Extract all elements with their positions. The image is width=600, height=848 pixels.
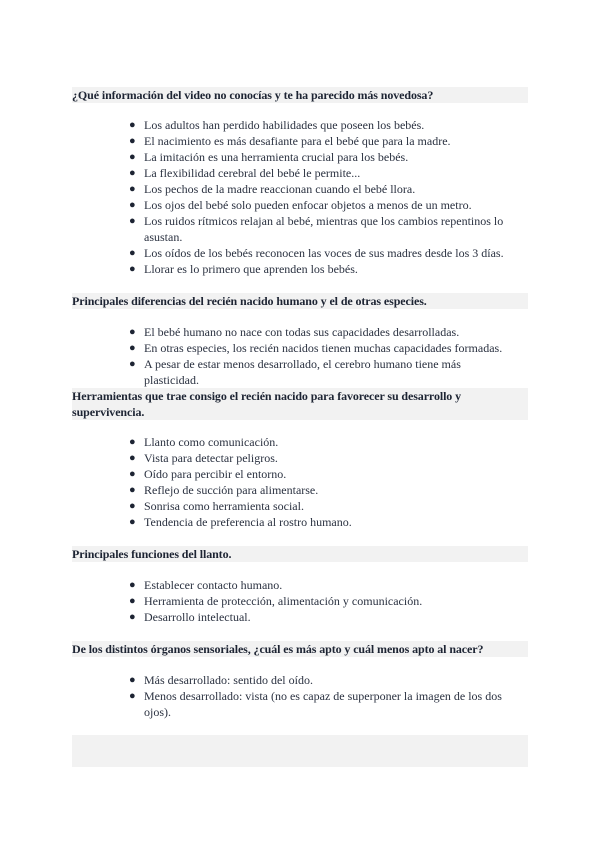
list-item: ● Establecer contacto humano. [129, 578, 283, 592]
bullet-icon: ● [129, 611, 136, 623]
bullet-icon: ● [129, 167, 136, 179]
list-item: ● Desarrollo intelectual. [129, 610, 251, 624]
list-item: ● Los pechos de la madre reaccionan cuando el bebé llora. [129, 182, 416, 196]
list-item: ● La imitación es una herramienta crucial para los bebés. [129, 150, 409, 164]
section-differences [72, 293, 528, 388]
answer-list [72, 324, 528, 388]
bullet-icon: ● [129, 436, 136, 448]
bullet-icon: ● [129, 358, 136, 370]
question-heading: Herramientas que trae consigo el recién nacido para favorecer su desarrollo y supervivencia. [72, 388, 528, 420]
list-item: ● Los ruidos rítmicos relajan al bebé, mientras que los cambios repentinos lo asustan. [129, 214, 504, 244]
list-item: ● Llorar es lo primero que aprenden los bebés. [129, 262, 358, 276]
question-heading: De los distintos órganos sensoriales, ¿cuál es más apto y cuál menos apto al nacer? [72, 641, 528, 657]
list-item: ● En otras especies, los recién nacidos tienen muchas capacidades formadas. [129, 341, 503, 355]
bullet-icon: ● [129, 500, 136, 512]
bullet-icon: ● [129, 215, 136, 227]
list-item: ● Los ojos del bebé solo pueden enfocar objetos a menos de un metro. [129, 198, 472, 212]
list-item: ● Menos desarrollado: vista (no es capaz de superponer la imagen de los dos ojos). [129, 689, 502, 719]
bullet-icon: ● [129, 674, 136, 686]
question-heading: ¿Qué información del video no conocías y te ha parecido más novedosa? [72, 87, 528, 103]
list-item: ● La flexibilidad cerebral del bebé le permite... [129, 166, 361, 180]
question-heading: Principales diferencias del recién nacido humano y el de otras especies. [72, 293, 528, 309]
list-item: ● Vista para detectar peligros. [129, 451, 278, 465]
answer-list [72, 672, 528, 720]
list-item: ● Sonrisa como herramienta social. [129, 499, 304, 513]
bullet-icon: ● [129, 151, 136, 163]
bullet-icon: ● [129, 579, 136, 591]
bullet-icon: ● [129, 263, 136, 275]
empty-text-block [72, 735, 528, 767]
bullet-icon: ● [129, 326, 136, 338]
bullet-icon: ● [129, 484, 136, 496]
bullet-icon: ● [129, 135, 136, 147]
answer-list [72, 434, 528, 530]
bullet-icon: ● [129, 452, 136, 464]
list-item: ● Los adultos han perdido habilidades que poseen los bebés. [129, 118, 425, 132]
section-newborn-tools [72, 388, 528, 530]
bullet-icon: ● [129, 690, 136, 702]
bullet-icon: ● [129, 595, 136, 607]
question-heading: Principales funciones del llanto. [72, 546, 528, 562]
list-item: ● Reflejo de succión para alimentarse. [129, 483, 319, 497]
list-item: ● Los oídos de los bebés reconocen las voces de sus madres desde los 3 días. [129, 246, 504, 260]
answer-list [72, 117, 528, 277]
bullet-icon: ● [129, 342, 136, 354]
section-what-was-new [72, 87, 528, 277]
list-item: ● El bebé humano no nace con todas sus capacidades desarrolladas. [129, 325, 460, 339]
list-item: ● Tendencia de preferencia al rostro humano. [129, 515, 352, 529]
list-item: ● Oído para percibir el entorno. [129, 467, 287, 481]
bullet-icon: ● [129, 516, 136, 528]
answer-list [72, 577, 528, 625]
list-item: ● Más desarrollado: sentido del oído. [129, 673, 313, 687]
section-crying-functions [72, 546, 528, 625]
bullet-icon: ● [129, 468, 136, 480]
list-item: ● A pesar de estar menos desarrollado, el cerebro humano tiene más plasticidad. [129, 357, 461, 387]
bullet-icon: ● [129, 199, 136, 211]
list-item: ● El nacimiento es más desafiante para el bebé que para la madre. [129, 134, 451, 148]
list-item: ● Herramienta de protección, alimentación y comunicación. [129, 594, 423, 608]
bullet-icon: ● [129, 183, 136, 195]
section-sensory-organs [72, 641, 528, 720]
list-item: ● Llanto como comunicación. [129, 435, 279, 449]
bullet-icon: ● [129, 119, 136, 131]
bullet-icon: ● [129, 247, 136, 259]
